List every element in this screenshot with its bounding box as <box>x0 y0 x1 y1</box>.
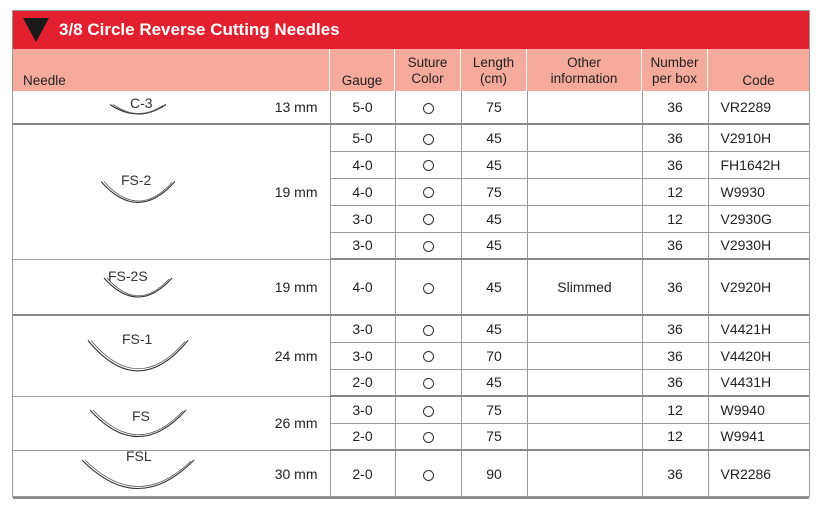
needle-curve-outer <box>82 460 194 489</box>
needle-table <box>12 10 810 497</box>
needle-diagram <box>13 125 263 260</box>
other-information-cell <box>527 450 642 498</box>
title-bar <box>13 11 809 49</box>
gauge-cell: 5-0 <box>330 91 395 124</box>
color-circle-icon <box>423 187 434 198</box>
length-cell: 45 <box>461 259 527 315</box>
needle-size: 30 mm <box>263 450 330 498</box>
gauge-cell: 3-0 <box>330 396 395 423</box>
gauge-cell: 4-0 <box>330 259 395 315</box>
other-information-cell <box>527 178 642 205</box>
length-cell: 75 <box>461 178 527 205</box>
needle-name: FS <box>132 407 150 424</box>
needle-size: 26 mm <box>263 396 330 450</box>
other-information-cell: Slimmed <box>527 259 642 315</box>
header-gauge-label: Gauge <box>341 73 383 88</box>
needle-size: 19 mm <box>263 259 330 315</box>
needle-size: 13 mm <box>263 91 330 124</box>
length-cell: 90 <box>461 450 527 498</box>
needle-cell <box>13 91 263 124</box>
needle-icon <box>13 125 263 260</box>
suture-color-cell <box>395 205 461 232</box>
code-cell: W9940 <box>708 396 809 423</box>
number-per-box-cell: 36 <box>642 259 708 315</box>
color-circle-icon <box>423 325 434 336</box>
code-cell: FH1642H <box>708 151 809 178</box>
gauge-cell: 3-0 <box>330 342 395 369</box>
header-code <box>708 49 809 91</box>
color-circle-icon <box>423 432 434 443</box>
suture-color-cell <box>395 342 461 369</box>
other-information-cell <box>527 342 642 369</box>
suture-color-cell <box>395 396 461 423</box>
needle-name: FSL <box>126 447 152 464</box>
table-row <box>13 124 809 151</box>
table-row <box>13 396 809 423</box>
needle-name: C-3 <box>130 94 153 111</box>
table-row <box>13 315 809 342</box>
number-per-box-cell: 36 <box>642 315 708 342</box>
suture-color-cell <box>395 423 461 450</box>
other-information-cell <box>527 315 642 342</box>
suture-color-cell <box>395 450 461 498</box>
needle-cell <box>13 396 263 450</box>
gauge-cell: 3-0 <box>330 232 395 259</box>
length-cell: 45 <box>461 369 527 396</box>
number-per-box-cell: 12 <box>642 396 708 423</box>
suture-color-cell <box>395 259 461 315</box>
gauge-cell: 2-0 <box>330 450 395 498</box>
number-per-box-cell: 36 <box>642 91 708 124</box>
needle-name: FS-2S <box>108 267 148 284</box>
code-cell: V2920H <box>708 259 809 315</box>
table-title: 3/8 Circle Reverse Cutting Needles <box>59 20 340 39</box>
suture-color-cell <box>395 124 461 151</box>
header-number-per-box <box>642 49 708 91</box>
suture-color-cell <box>395 369 461 396</box>
number-per-box-cell: 36 <box>642 342 708 369</box>
needle-icon <box>13 316 263 397</box>
number-per-box-cell: 36 <box>642 232 708 259</box>
table-row <box>13 450 809 498</box>
code-cell: VR2286 <box>708 450 809 498</box>
data-grid <box>13 91 809 499</box>
color-circle-icon <box>423 378 434 389</box>
length-cell: 75 <box>461 423 527 450</box>
length-cell: 45 <box>461 205 527 232</box>
needle-cell <box>13 315 263 396</box>
gauge-cell: 2-0 <box>330 423 395 450</box>
needle-size: 24 mm <box>263 315 330 396</box>
gauge-cell: 4-0 <box>330 151 395 178</box>
needle-diagram <box>13 397 263 451</box>
color-circle-icon <box>423 406 434 417</box>
code-cell: W9930 <box>708 178 809 205</box>
header-length <box>461 49 527 91</box>
code-cell: V4420H <box>708 342 809 369</box>
gauge-cell: 4-0 <box>330 178 395 205</box>
other-information-cell <box>527 232 642 259</box>
code-cell: VR2289 <box>708 91 809 124</box>
color-circle-icon <box>423 470 434 481</box>
color-circle-icon <box>423 134 434 145</box>
length-cell: 45 <box>461 315 527 342</box>
needle-cell <box>13 447 263 498</box>
header-suture-color <box>395 49 461 91</box>
suture-color-cell <box>395 232 461 259</box>
other-information-cell <box>527 369 642 396</box>
header-gauge <box>330 49 395 91</box>
code-cell: V2930H <box>708 232 809 259</box>
needle-cell <box>13 124 263 259</box>
number-per-box-cell: 36 <box>642 369 708 396</box>
needle-cell <box>13 259 263 315</box>
needle-size: 19 mm <box>263 124 330 259</box>
header-other-line2: information <box>550 71 618 86</box>
suture-color-cell <box>395 91 461 124</box>
needle-diagram <box>13 447 263 499</box>
length-cell: 75 <box>461 396 527 423</box>
color-circle-icon <box>423 241 434 252</box>
other-information-cell <box>527 205 642 232</box>
number-per-box-cell: 36 <box>642 151 708 178</box>
color-circle-icon <box>423 283 434 294</box>
suture-color-cell <box>395 315 461 342</box>
header-length-line2: (cm) <box>480 71 507 86</box>
gauge-cell: 3-0 <box>330 205 395 232</box>
gauge-cell: 2-0 <box>330 369 395 396</box>
other-information-cell <box>527 91 642 124</box>
table-row <box>13 91 809 124</box>
number-per-box-cell: 36 <box>642 124 708 151</box>
number-per-box-cell: 12 <box>642 423 708 450</box>
color-circle-icon <box>423 214 434 225</box>
number-per-box-cell: 12 <box>642 178 708 205</box>
header-number-line1: Number <box>650 55 699 70</box>
length-cell: 70 <box>461 342 527 369</box>
other-information-cell <box>527 396 642 423</box>
color-circle-icon <box>423 160 434 171</box>
code-cell: V4431H <box>708 369 809 396</box>
header-other-information <box>527 49 642 91</box>
code-cell: V2910H <box>708 124 809 151</box>
needle-diagram <box>13 316 263 397</box>
code-cell: V2930G <box>708 205 809 232</box>
header-suture-color-line2: Color <box>411 71 444 86</box>
header-code-label: Code <box>742 73 775 88</box>
needle-icon <box>13 397 263 451</box>
color-circle-icon <box>423 351 434 362</box>
other-information-cell <box>527 423 642 450</box>
color-circle-icon <box>423 103 434 114</box>
header-length-line1: Length <box>472 55 515 70</box>
triangle-marker-icon <box>23 18 49 42</box>
table-row <box>13 259 809 315</box>
header-number-line2: per box <box>651 71 698 86</box>
suture-color-cell <box>395 178 461 205</box>
other-information-cell <box>527 151 642 178</box>
length-cell: 45 <box>461 151 527 178</box>
number-per-box-cell: 36 <box>642 450 708 498</box>
gauge-cell: 5-0 <box>330 124 395 151</box>
needle-name: FS-1 <box>122 330 153 347</box>
length-cell: 45 <box>461 124 527 151</box>
suture-color-cell <box>395 151 461 178</box>
needle-diagram <box>13 260 263 316</box>
needle-diagram <box>13 91 263 124</box>
code-cell: V4421H <box>708 315 809 342</box>
length-cell: 45 <box>461 232 527 259</box>
header-needle <box>13 49 330 91</box>
header-needle-label: Needle <box>23 73 66 88</box>
header-suture-color-line1: Suture <box>407 55 448 70</box>
number-per-box-cell: 12 <box>642 205 708 232</box>
needle-name: FS-2 <box>121 171 152 188</box>
other-information-cell <box>527 124 642 151</box>
length-cell: 75 <box>461 91 527 124</box>
code-cell: W9941 <box>708 423 809 450</box>
header-other-line1: Other <box>567 55 601 70</box>
gauge-cell: 3-0 <box>330 315 395 342</box>
